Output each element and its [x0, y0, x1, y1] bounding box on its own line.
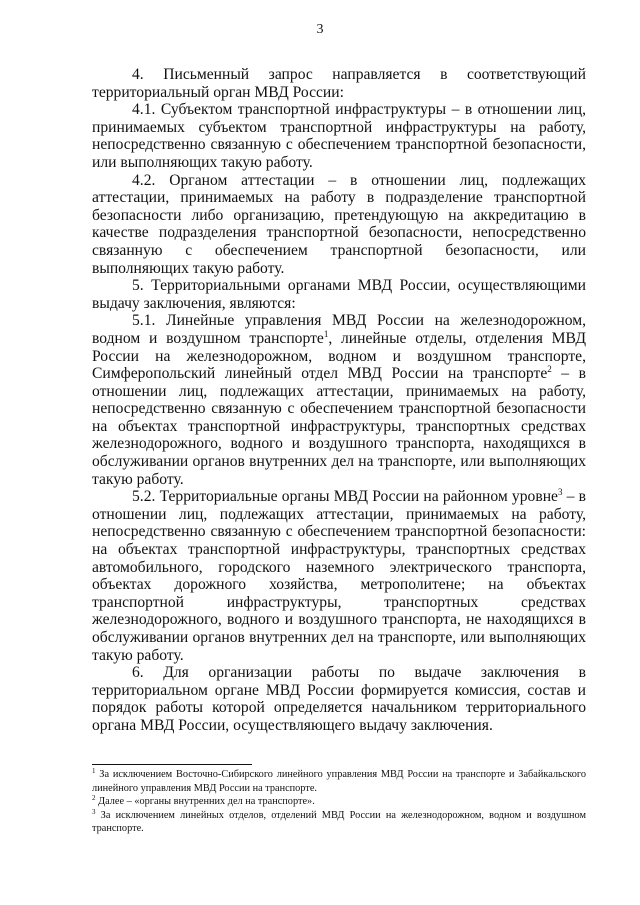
footnote-text-3: За исключением линейных отделов, отделений МВД России на железнодорожном, водном и воздушном транспорте. [92, 809, 586, 834]
footnote-ref-2: 2 [547, 364, 552, 375]
footnote-mark-2: 2 [92, 794, 96, 802]
paragraph-4-1: 4.1. Субъектом транспортной инфраструктуры – в отношении лиц, принимаемых субъектом транспортной инфраструктуры на работу, непосредственно связанную с обеспечением транспортной безопасности, или выполняющих такую работу. [92, 101, 586, 171]
paragraph-5-1 [92, 312, 586, 488]
paragraph-4: 4. Письменный запрос направляется в соответствующий территориальный орган МВД России: [92, 66, 586, 101]
footnote-2 [92, 795, 586, 809]
document-body [92, 66, 586, 735]
footnote-ref-1: 1 [323, 328, 329, 339]
paragraph-4-2: 4.2. Органом аттестации – в отношении лиц, подлежащих аттестации, принимаемых на работу в подразделение транспортной безопасности либо организацию, претендующую на аккредитацию в качестве подразделения транспортной безопасности, непосредственно связанную с обеспечением транспортной безопасности, или выполняющих такую работу. [92, 171, 586, 277]
paragraph-5-1-part-b: , линейные отделы, отделения МВД России на железнодорожном, водном и воздушном транспорте, Симферопольский линейный отдел МВД России на транспорте [92, 329, 586, 383]
paragraph-5-1-part-c: – в отношении лиц, подлежащих аттестации, принимаемых на работу, непосредственно связанную с обеспечением транспортной безопасности на объектах транспортной инфраструктуры, транспортных средствах железнодорожного, водного и воздушного транспорта, находящихся в обслуживании органов внутренних дел на транспорте, или выполняющих такую работу. [92, 365, 586, 488]
paragraph-5-2-part-a: 5.2. Территориальные органы МВД России на районном уровне [132, 488, 558, 506]
paragraph-5-2-part-b: – в отношении лиц, подлежащих аттестации, принимаемых на работу, непосредственно связанную с обеспечением транспортной безопасности: на объектах транспортной инфраструктуры, транспортных средствах автомобильного, городского наземного электрического транспорта, объектах дорожного хозяйства, метрополитене; на объектах транспортной инфраструктуры, транспортных средствах железнодорожного, водного и воздушного транспорта, не находящихся в обслуживании органов внутренних дел на транспорте, или выполняющих такую работу. [92, 488, 586, 664]
page-number: 3 [316, 22, 324, 37]
paragraph-5: 5. Территориальными органами МВД России, осуществляющими выдачу заключения, являются: [92, 277, 586, 312]
footnotes [92, 768, 586, 836]
footnote-3 [92, 809, 586, 836]
paragraph-5-2 [92, 488, 586, 664]
footnote-ref-3: 3 [557, 487, 563, 498]
footnote-text-2: Далее – «органы внутренних дел на транспорте». [98, 796, 315, 807]
footnote-mark-3: 3 [92, 807, 96, 816]
footnote-separator [92, 764, 252, 765]
paragraph-5-1-part-a: 5.1. Линейные управления МВД России на железнодорожном, водном и воздушном транспорте [92, 312, 586, 347]
footnote-1 [92, 768, 586, 795]
footnote-mark-1: 1 [92, 767, 96, 775]
footnote-text-1: За исключением Восточно-Сибирского линейного управления МВД России на транспорте и Забайкальского линейного управления МВД России на транспорте. [92, 769, 587, 794]
paragraph-6: 6. Для организации работы по выдаче заключения в территориальном органе МВД России формируется комиссия, состав и порядок работы которой определяется начальником территориального органа МВД России, осуществляющего выдачу заключения. [92, 664, 586, 734]
